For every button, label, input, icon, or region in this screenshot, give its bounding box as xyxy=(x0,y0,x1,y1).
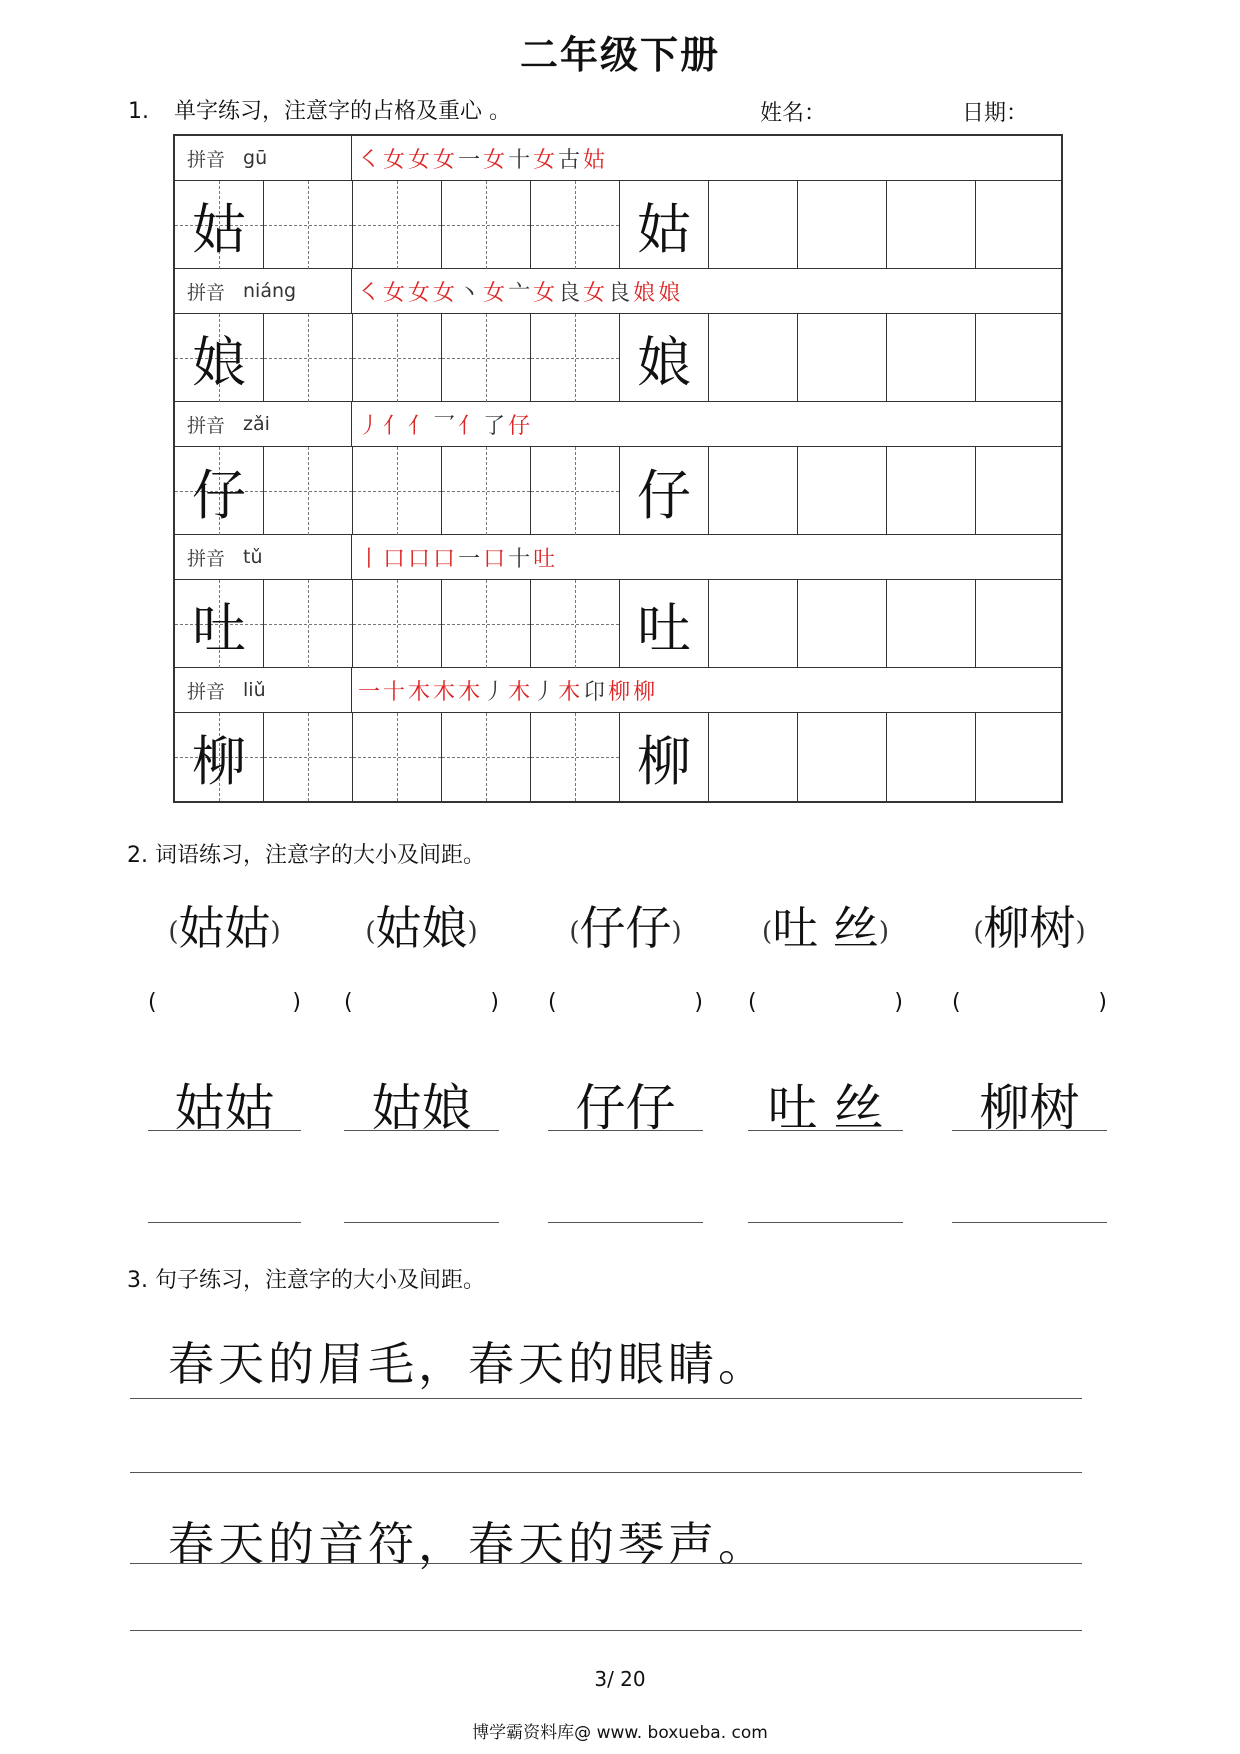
writing-line[interactable] xyxy=(130,1472,1082,1473)
writing-box[interactable] xyxy=(442,314,531,402)
model-char: 仔 xyxy=(637,463,691,527)
stroke-step: 女良 xyxy=(533,280,584,306)
writing-box[interactable] xyxy=(798,181,887,269)
paren-close: ) xyxy=(894,990,903,1015)
stroke-step: 丿 xyxy=(358,413,384,439)
page-title: 二年级下册 xyxy=(519,33,720,77)
word-writing-line[interactable] xyxy=(952,1130,1107,1131)
pinyin-value: niáng xyxy=(243,280,297,302)
paren-open: ( xyxy=(762,917,773,947)
pinyin-blank[interactable] xyxy=(748,990,903,1015)
stroke-step: 姑 xyxy=(583,147,609,173)
stroke-step: ㇛ xyxy=(358,280,384,306)
sentence-1: 春天的眉毛，春天的眼睛。 xyxy=(168,1337,768,1391)
writing-box[interactable] xyxy=(620,447,709,535)
writing-box[interactable] xyxy=(531,580,620,668)
pinyin-value: zǎi xyxy=(243,413,270,435)
writing-box[interactable] xyxy=(353,447,442,535)
word-with-paren xyxy=(744,892,907,958)
writing-line[interactable] xyxy=(130,1563,1082,1564)
paren-open: ( xyxy=(973,917,984,947)
paren-close: ) xyxy=(694,990,703,1015)
pinyin-label: 拼音 xyxy=(187,680,226,703)
writing-box[interactable] xyxy=(531,181,620,269)
writing-box[interactable] xyxy=(620,713,709,801)
word-on-line: 仔仔 xyxy=(575,1079,676,1137)
writing-box[interactable] xyxy=(353,314,442,402)
writing-box[interactable] xyxy=(620,314,709,402)
model-char: 柳 xyxy=(637,729,691,793)
writing-box[interactable] xyxy=(709,314,798,402)
model-char: 柳 xyxy=(192,729,246,793)
writing-box[interactable] xyxy=(709,713,798,801)
word-with-paren xyxy=(144,892,305,958)
stroke-step: 木丿 xyxy=(458,679,509,705)
writing-box[interactable] xyxy=(264,181,353,269)
stroke-step: 十 xyxy=(383,679,409,705)
word-text: 仔仔 xyxy=(579,901,672,955)
paren-open: ( xyxy=(569,917,580,947)
paren-open: ( xyxy=(548,990,557,1015)
word-text: 姑娘 xyxy=(375,901,468,955)
stroke-step: 娘 xyxy=(658,280,684,306)
word-text: 吐 丝 xyxy=(772,901,879,955)
word-writing-line[interactable] xyxy=(548,1222,703,1223)
pinyin-row xyxy=(175,668,1061,713)
writing-line[interactable] xyxy=(130,1398,1082,1399)
stroke-step: 女丶 xyxy=(433,280,484,306)
model-char: 娘 xyxy=(637,330,691,394)
writing-box[interactable] xyxy=(175,314,264,402)
writing-box[interactable] xyxy=(887,181,976,269)
stroke-step: 仔 xyxy=(508,413,534,439)
writing-box[interactable] xyxy=(620,181,709,269)
char-row xyxy=(175,580,1061,668)
model-char: 娘 xyxy=(192,330,246,394)
writing-box[interactable] xyxy=(442,713,531,801)
paren-open: ( xyxy=(365,917,376,947)
writing-box[interactable] xyxy=(798,580,887,668)
writing-box[interactable] xyxy=(175,447,264,535)
pinyin-value: tǔ xyxy=(243,546,263,568)
char-row xyxy=(175,314,1061,402)
writing-box[interactable] xyxy=(353,580,442,668)
char-block xyxy=(175,269,1061,402)
writing-line[interactable] xyxy=(130,1630,1082,1631)
stroke-step: ㇛ xyxy=(358,147,384,173)
stroke-step: 亻 xyxy=(383,413,409,439)
word-writing-line[interactable] xyxy=(548,1130,703,1131)
pinyin-label: 拼音 xyxy=(187,414,226,437)
pinyin-blank[interactable] xyxy=(952,990,1107,1015)
section1-number: 1. xyxy=(128,99,149,124)
writing-box[interactable] xyxy=(976,181,1061,269)
pinyin-row xyxy=(175,402,1061,447)
stroke-step: 女良 xyxy=(583,280,634,306)
stroke-step: 女一 xyxy=(433,147,484,173)
stroke-step: 口 xyxy=(383,546,409,572)
pinyin-label: 拼音 xyxy=(187,281,226,304)
stroke-step: 亻乛 xyxy=(408,413,459,439)
pinyin-blank[interactable] xyxy=(548,990,703,1015)
writing-box[interactable] xyxy=(620,580,709,668)
paren-open: ( xyxy=(168,917,179,947)
writing-box[interactable] xyxy=(976,447,1061,535)
stroke-step: 女 xyxy=(383,147,409,173)
writing-box[interactable] xyxy=(709,447,798,535)
writing-box[interactable] xyxy=(976,314,1061,402)
section1-heading xyxy=(128,94,511,125)
stroke-step: 柳 xyxy=(633,679,659,705)
writing-box[interactable] xyxy=(264,713,353,801)
writing-box[interactable] xyxy=(887,580,976,668)
paren-close: ) xyxy=(490,990,499,1015)
stroke-step: 口十 xyxy=(483,546,534,572)
paren-close: ) xyxy=(467,917,478,947)
writing-box[interactable] xyxy=(264,314,353,402)
model-char: 吐 xyxy=(637,596,691,660)
stroke-step: 丨 xyxy=(358,546,384,572)
stroke-step: 柳 xyxy=(608,679,634,705)
writing-box[interactable] xyxy=(442,447,531,535)
writing-box[interactable] xyxy=(353,181,442,269)
word-with-paren xyxy=(948,892,1111,958)
stroke-order xyxy=(352,269,1061,313)
char-row xyxy=(175,713,1061,801)
char-block xyxy=(175,402,1061,535)
writing-box[interactable] xyxy=(798,447,887,535)
word-text: 柳树 xyxy=(983,901,1076,955)
word-on-line: 吐 丝 xyxy=(767,1079,884,1137)
paren-close: ) xyxy=(671,917,682,947)
paren-close: ) xyxy=(292,990,301,1015)
stroke-step: 木 xyxy=(433,679,459,705)
word-on-line: 柳树 xyxy=(979,1079,1080,1137)
writing-box[interactable] xyxy=(175,713,264,801)
stroke-step: 木丿 xyxy=(508,679,559,705)
word-text: 姑姑 xyxy=(178,901,271,955)
model-char: 仔 xyxy=(192,463,246,527)
writing-box[interactable] xyxy=(976,580,1061,668)
word-writing-line[interactable] xyxy=(344,1222,499,1223)
writing-box[interactable] xyxy=(175,580,264,668)
model-char: 姑 xyxy=(637,197,691,261)
name-label: 姓名： xyxy=(760,101,827,126)
word-writing-line[interactable] xyxy=(748,1130,903,1131)
pinyin-value: liǔ xyxy=(243,679,266,701)
stroke-order xyxy=(352,402,1061,446)
writing-box[interactable] xyxy=(442,181,531,269)
stroke-step: 口 xyxy=(408,546,434,572)
pinyin-value: gū xyxy=(243,147,268,169)
writing-box[interactable] xyxy=(531,447,620,535)
char-row xyxy=(175,447,1061,535)
char-block xyxy=(175,136,1061,269)
char-row xyxy=(175,181,1061,269)
section1-label: 单字练习，注意字的占格及重心 。 xyxy=(174,99,511,124)
paren-open: ( xyxy=(344,990,353,1015)
writing-box[interactable] xyxy=(264,447,353,535)
stroke-step: 女 xyxy=(408,280,434,306)
stroke-order xyxy=(352,668,1061,712)
writing-box[interactable] xyxy=(531,713,620,801)
writing-box[interactable] xyxy=(887,713,976,801)
paren-close: ) xyxy=(878,917,889,947)
section3-heading: 3. 句子练习，注意字的大小及间距。 xyxy=(127,1268,485,1293)
writing-box[interactable] xyxy=(353,713,442,801)
pinyin-cell xyxy=(175,136,352,180)
paren-open: ( xyxy=(748,990,757,1015)
stroke-step: 娘 xyxy=(633,280,659,306)
pinyin-cell xyxy=(175,402,352,446)
stroke-order xyxy=(352,535,1061,579)
pinyin-cell xyxy=(175,269,352,313)
pinyin-cell xyxy=(175,668,352,712)
writing-box[interactable] xyxy=(976,713,1061,801)
word-on-line: 姑姑 xyxy=(174,1079,275,1137)
stroke-step: 女十 xyxy=(483,147,534,173)
pinyin-blank[interactable] xyxy=(344,990,499,1015)
word-on-line: 姑娘 xyxy=(371,1079,472,1137)
char-block xyxy=(175,668,1061,801)
writing-box[interactable] xyxy=(798,314,887,402)
word-writing-line[interactable] xyxy=(148,1222,301,1223)
stroke-step: 女亠 xyxy=(483,280,534,306)
stroke-step: 吐 xyxy=(533,546,559,572)
word-writing-line[interactable] xyxy=(952,1222,1107,1223)
writing-box[interactable] xyxy=(798,713,887,801)
paren-close: ) xyxy=(1098,990,1107,1015)
stroke-step: 木卬 xyxy=(558,679,609,705)
footer-watermark: 博学霸资料库@ www. boxueba. com xyxy=(472,1723,768,1743)
pinyin-row xyxy=(175,269,1061,314)
word-writing-line[interactable] xyxy=(344,1130,499,1131)
stroke-step: 口一 xyxy=(433,546,484,572)
writing-box[interactable] xyxy=(709,580,798,668)
word-with-paren xyxy=(340,892,503,958)
writing-box[interactable] xyxy=(264,580,353,668)
stroke-step: 木 xyxy=(408,679,434,705)
stroke-order xyxy=(352,136,1061,180)
pinyin-row xyxy=(175,535,1061,580)
character-practice-grid xyxy=(173,134,1063,803)
char-block xyxy=(175,535,1061,668)
stroke-step: 亻了 xyxy=(458,413,509,439)
stroke-step: 女 xyxy=(383,280,409,306)
paren-close: ) xyxy=(1075,917,1086,947)
paren-open: ( xyxy=(148,990,157,1015)
word-writing-line[interactable] xyxy=(148,1130,301,1131)
section2-heading: 2. 词语练习，注意字的大小及间距。 xyxy=(127,843,485,868)
paren-open: ( xyxy=(952,990,961,1015)
date-label: 日期： xyxy=(962,101,1029,126)
pinyin-label: 拼音 xyxy=(187,547,226,570)
pinyin-cell xyxy=(175,535,352,579)
writing-box[interactable] xyxy=(887,314,976,402)
stroke-step: 女古 xyxy=(533,147,584,173)
paren-close: ) xyxy=(270,917,281,947)
writing-box[interactable] xyxy=(887,447,976,535)
stroke-step: 一 xyxy=(358,679,384,705)
pinyin-label: 拼音 xyxy=(187,148,226,171)
pinyin-blank[interactable] xyxy=(148,990,301,1015)
writing-box[interactable] xyxy=(175,181,264,269)
page-number: 3/ 20 xyxy=(594,1667,646,1691)
writing-box[interactable] xyxy=(531,314,620,402)
writing-box[interactable] xyxy=(442,580,531,668)
pinyin-row xyxy=(175,136,1061,181)
word-with-paren xyxy=(544,892,707,958)
sentence-2: 春天的音符，春天的琴声。 xyxy=(168,1517,768,1571)
writing-box[interactable] xyxy=(709,181,798,269)
model-char: 吐 xyxy=(192,596,246,660)
model-char: 姑 xyxy=(192,197,246,261)
word-writing-line[interactable] xyxy=(748,1222,903,1223)
stroke-step: 女 xyxy=(408,147,434,173)
